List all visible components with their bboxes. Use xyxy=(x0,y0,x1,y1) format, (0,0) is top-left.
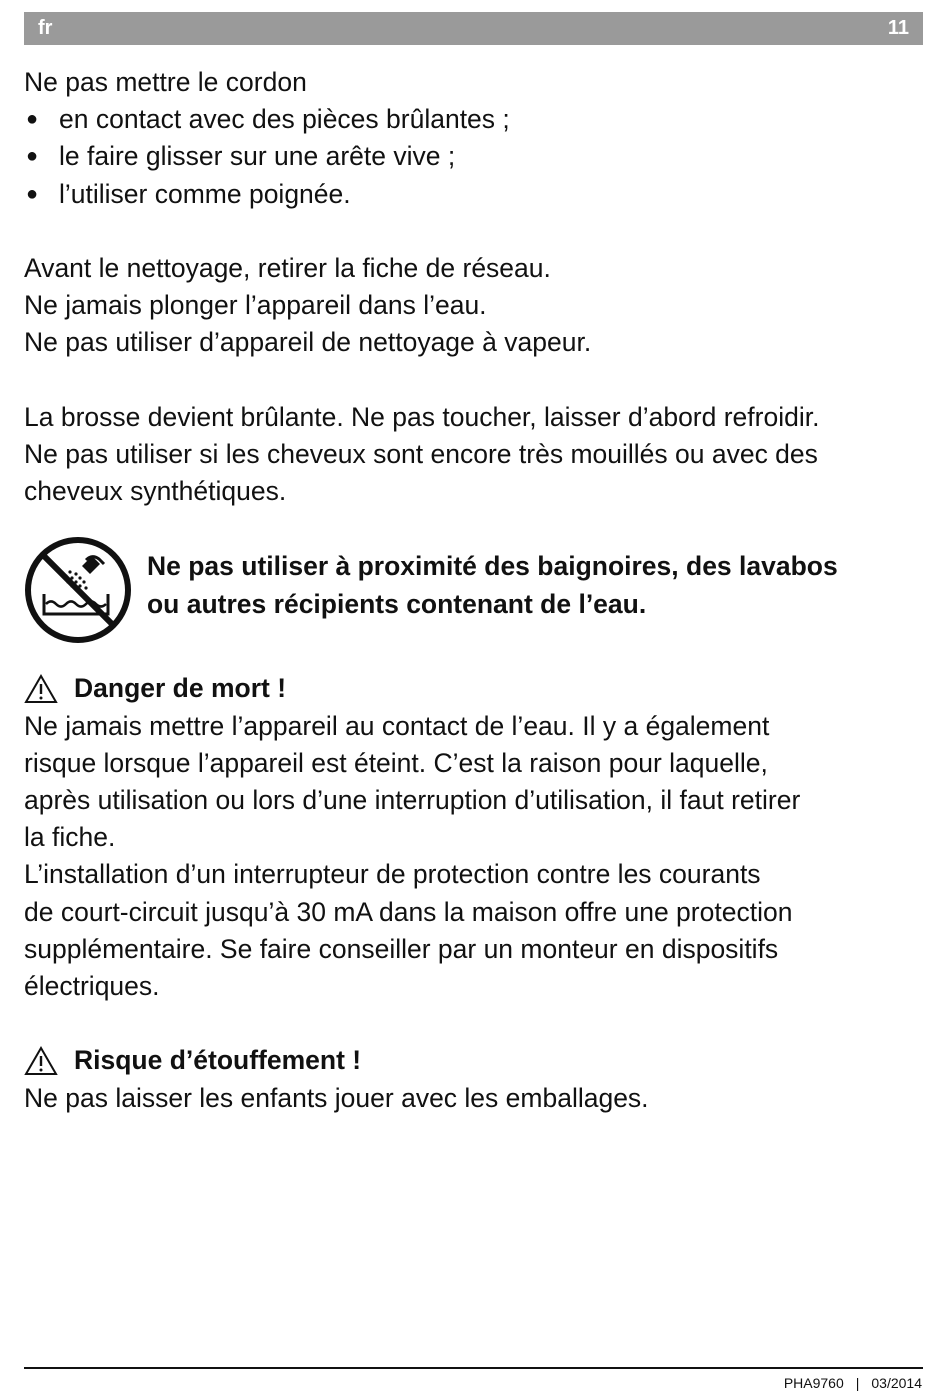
page-number: 11 xyxy=(887,17,909,39)
danger-line: L’installation d’un interrupteur de protection contre les courants xyxy=(24,859,761,890)
warning-triangle-icon xyxy=(24,674,58,704)
footer-separator: | xyxy=(855,1375,860,1391)
danger-line: supplémentaire. Se faire conseiller par un monteur en dispositifs xyxy=(24,933,779,964)
danger-line: électriques. xyxy=(24,971,160,1002)
danger-line: de court-circuit jusqu’à 30 mA dans la maison offre une protection xyxy=(24,896,793,927)
cleaning-line: Avant le nettoyage, retirer la fiche de réseau. xyxy=(24,253,551,283)
danger-heading xyxy=(24,670,924,707)
bullet-icon: ● xyxy=(26,145,39,168)
cord-intro: Ne pas mettre le cordon xyxy=(24,67,307,97)
brush-line: Ne pas utiliser si les cheveux sont encore très mouillés ou avec des xyxy=(24,439,818,469)
page-footer xyxy=(784,1375,922,1391)
water-warning-text: Ne pas utiliser à proximité des baignoires, des lavabos ou autres récipients contenant de l’eau. xyxy=(147,551,838,619)
list-item: ● en contact avec des pièces brûlantes ; xyxy=(24,101,924,138)
bullet-icon: ● xyxy=(26,182,39,205)
cord-bullet-list xyxy=(24,101,924,213)
danger-line: risque lorsque l’appareil est éteint. C’est la raison pour laquelle, xyxy=(24,747,768,778)
brush-line: cheveux synthétiques. xyxy=(24,476,287,507)
cleaning-line: Ne pas utiliser d’appareil de nettoyage à vapeur. xyxy=(24,327,592,358)
water-warning-block xyxy=(24,536,924,648)
danger-line: après utilisation ou lors d’une interruption d’utilisation, il faut retirer xyxy=(24,785,801,816)
warning-triangle-icon xyxy=(24,1046,58,1076)
list-item: ● l’utiliser comme poignée. xyxy=(24,176,924,213)
no-water-prohibition-icon xyxy=(24,536,132,644)
footer-divider xyxy=(24,1367,923,1369)
danger-title: Danger de mort ! xyxy=(74,673,287,704)
suffocation-heading xyxy=(24,1042,924,1079)
suffocation-title: Risque d’étouffement ! xyxy=(74,1045,362,1076)
print-date: 03/2014 xyxy=(871,1375,922,1391)
model-number: PHA9760 xyxy=(783,1375,844,1391)
suffocation-line: Ne pas laisser les enfants jouer avec les emballages. xyxy=(24,1082,649,1113)
brush-line: La brosse devient brûlante. Ne pas toucher, laisser d’abord refroidir. xyxy=(24,401,820,432)
cleaning-line: Ne jamais plonger l’appareil dans l’eau. xyxy=(24,290,487,321)
language-label: fr xyxy=(38,17,53,39)
page-content xyxy=(24,64,924,1117)
bullet-icon: ● xyxy=(26,108,39,131)
danger-line: Ne jamais mettre l’appareil au contact de l’eau. Il y a également xyxy=(24,710,770,741)
list-item: ● le faire glisser sur une arête vive ; xyxy=(24,138,924,175)
danger-line: la fiche. xyxy=(24,822,116,853)
page-header-bar xyxy=(24,12,923,45)
